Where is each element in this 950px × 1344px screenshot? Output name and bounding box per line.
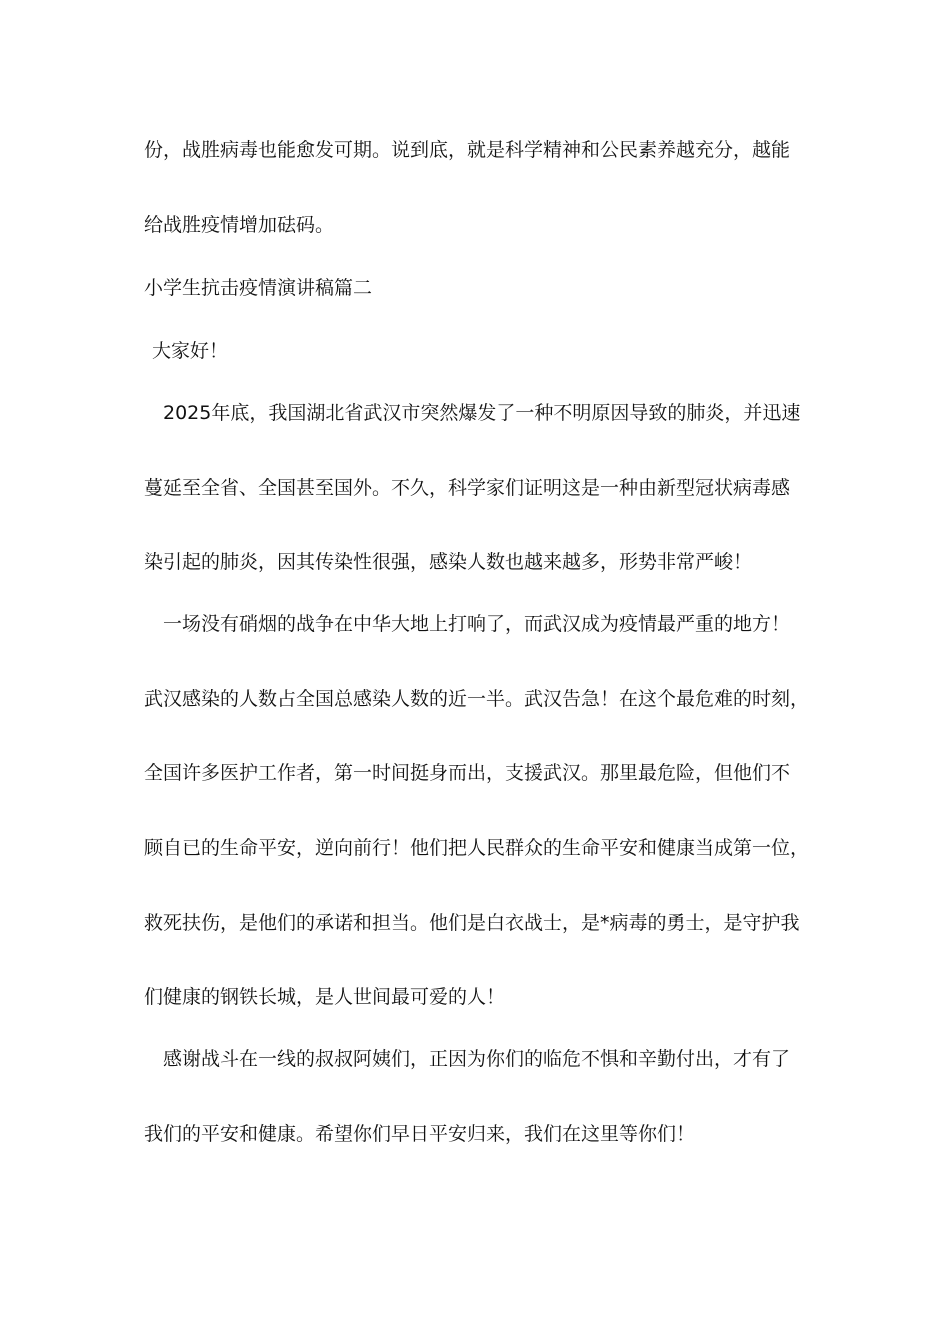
paragraph-line: 们健康的钢铁长城，是人世间最可爱的人！ (144, 986, 506, 1008)
section-heading: 小学生抗击疫情演讲稿篇二 (144, 277, 373, 299)
paragraph-line: 武汉感染的人数占全国总感染人数的近一半。武汉告急！在这个最危难的时刻， (144, 688, 810, 710)
paragraph-line: 全国许多医护工作者，第一时间挺身而出，支援武汉。那里最危险，但他们不 (144, 762, 791, 784)
paragraph-line: 感谢战斗在一线的叔叔阿姨们，正因为你们的临危不惧和辛勤付出，才有了 (163, 1048, 791, 1070)
paragraph-line: 我们的平安和健康。希望你们早日平安归来，我们在这里等你们！ (144, 1123, 696, 1145)
paragraph-line: 一场没有硝烟的战争在中华大地上打响了，而武汉成为疫情最严重的地方！ (163, 613, 791, 635)
greeting-line: 大家好！ (152, 340, 229, 362)
paragraph-line: 给战胜疫情增加砝码。 (144, 214, 335, 236)
paragraph-line: 染引起的肺炎，因其传染性很强，感染人数也越来越多，形势非常严峻！ (144, 551, 753, 573)
paragraph-line: 2025年底，我国湖北省武汉市突然爆发了一种不明原因导致的肺炎，并迅速 (163, 402, 801, 424)
paragraph-line: 顾自已的生命平安，逆向前行！他们把人民群众的生命平安和健康当成第一位， (144, 837, 810, 859)
paragraph-line: 蔓延至全省、全国甚至国外。不久，科学家们证明这是一种由新型冠状病毒感 (144, 477, 791, 499)
paragraph-line: 救死扶伤，是他们的承诺和担当。他们是白衣战士，是*病毒的勇士，是守护我 (144, 912, 800, 934)
paragraph-line: 份，战胜病毒也能愈发可期。说到底，就是科学精神和公民素养越充分，越能 (144, 139, 791, 161)
